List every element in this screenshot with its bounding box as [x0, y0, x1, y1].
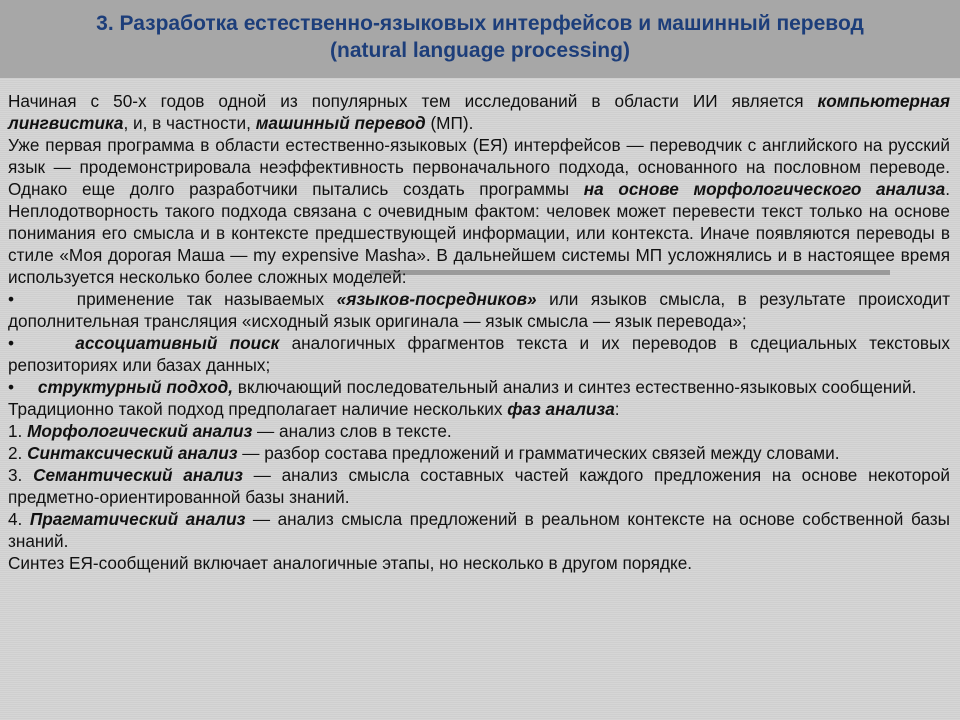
title-line-2: (natural language processing) [330, 39, 630, 62]
intro-text-2: , и, в частности, [123, 113, 256, 133]
phase-item [8, 420, 950, 442]
phase-name: Прагматический анализ [29, 509, 246, 529]
bullet-marker: • [8, 377, 15, 397]
phase-name: Синтаксический анализ [27, 443, 238, 463]
phase-name: Морфологический анализ [27, 421, 253, 441]
bullet-text: аналогичных фрагментов текста и их переводов в сдециальных текстовых репозиториях или базах данных; [8, 333, 950, 375]
history-emphasis: на основе морфологического анализа [583, 179, 946, 199]
bullet-emphasis: структурный подход, [37, 377, 233, 397]
intro-text-3: (МП). [425, 113, 474, 133]
bullet-marker: • [8, 333, 15, 353]
bullet-marker: • [8, 289, 15, 309]
phase-number: 2. [8, 443, 28, 463]
bullet-text: или языков смысла, в результате происходит дополнительная трансляция «исходный язык оригинала — язык смысла — язык перевода»; [8, 289, 950, 331]
phase-item [8, 442, 950, 464]
phases-intro [8, 398, 950, 420]
phase-item [8, 508, 950, 552]
phase-number: 4. [8, 509, 30, 529]
closing-paragraph: Синтез ЕЯ-сообщений включает аналогичные этапы, но несколько в другом порядке. [8, 553, 693, 573]
intro-emphasis-2: машинный перевод [255, 113, 426, 133]
phase-description: — анализ слов в тексте. [252, 421, 452, 441]
intro-text-1: Начиная с 50-х годов одной из популярных тем исследований в области ИИ является [8, 91, 818, 111]
bullet-emphasis: «языков-посредников» [336, 289, 537, 309]
bullet-text: применение так называемых [76, 289, 337, 309]
bullet-item [8, 332, 950, 376]
bullet-emphasis: ассоциативный поиск [75, 333, 280, 353]
slide-body [8, 90, 950, 574]
slide-title [10, 10, 950, 64]
phase-description: — анализ смысла составных частей каждого предложения на основе некоторой предметно-ориентированной базы знаний. [8, 465, 950, 507]
history-text-1: Уже первая программа в области естественно-языковых (ЕЯ) интерфейсов — переводчик с английского на русский язык — продемонстрировала неэффективность первоначального подхода, основанного на пословном переводе. Однако еще долго разработчики пытались создать программы [8, 135, 950, 199]
phase-number: 3. [8, 465, 34, 485]
phase-number: 1. [8, 421, 28, 441]
phases-intro-text: Традиционно такой подход предполагает наличие нескольких [8, 399, 508, 419]
phase-description: — анализ смысла предложений в реальном контексте на основе собственной базы знаний. [8, 509, 950, 551]
title-bar [0, 0, 960, 78]
phases-intro-colon: : [614, 399, 620, 419]
phases-intro-emphasis: фаз анализа [507, 399, 615, 419]
bullet-item [8, 288, 950, 332]
phase-item [8, 464, 950, 508]
title-line-1: 3. Разработка естественно-языковых интерфейсов и машинный перевод [96, 12, 864, 35]
phase-name: Семантический анализ [33, 465, 243, 485]
phase-description: — разбор состава предложений и грамматических связей между словами. [237, 443, 840, 463]
intro-paragraph [8, 90, 950, 134]
history-paragraph [8, 134, 950, 288]
bullet-item [8, 376, 950, 398]
bullet-text: включающий последовательный анализ и синтез естественно-языковых сообщений. [232, 377, 917, 397]
history-text-2: . Неплодотворность такого подхода связана с очевидным фактом: человек может перевести текст только на основе понимания его смысла и в контексте предшествующей информации, или контекста. Иначе появляются переводы в стиле «Моя дорогая Маша — my expensive Masha». В дальнейшем системы МП усложнялись и в настоящее время используется несколько более сложных моделей: [8, 179, 950, 287]
intro-emphasis-1: компьютерная лингвистика [8, 91, 950, 133]
